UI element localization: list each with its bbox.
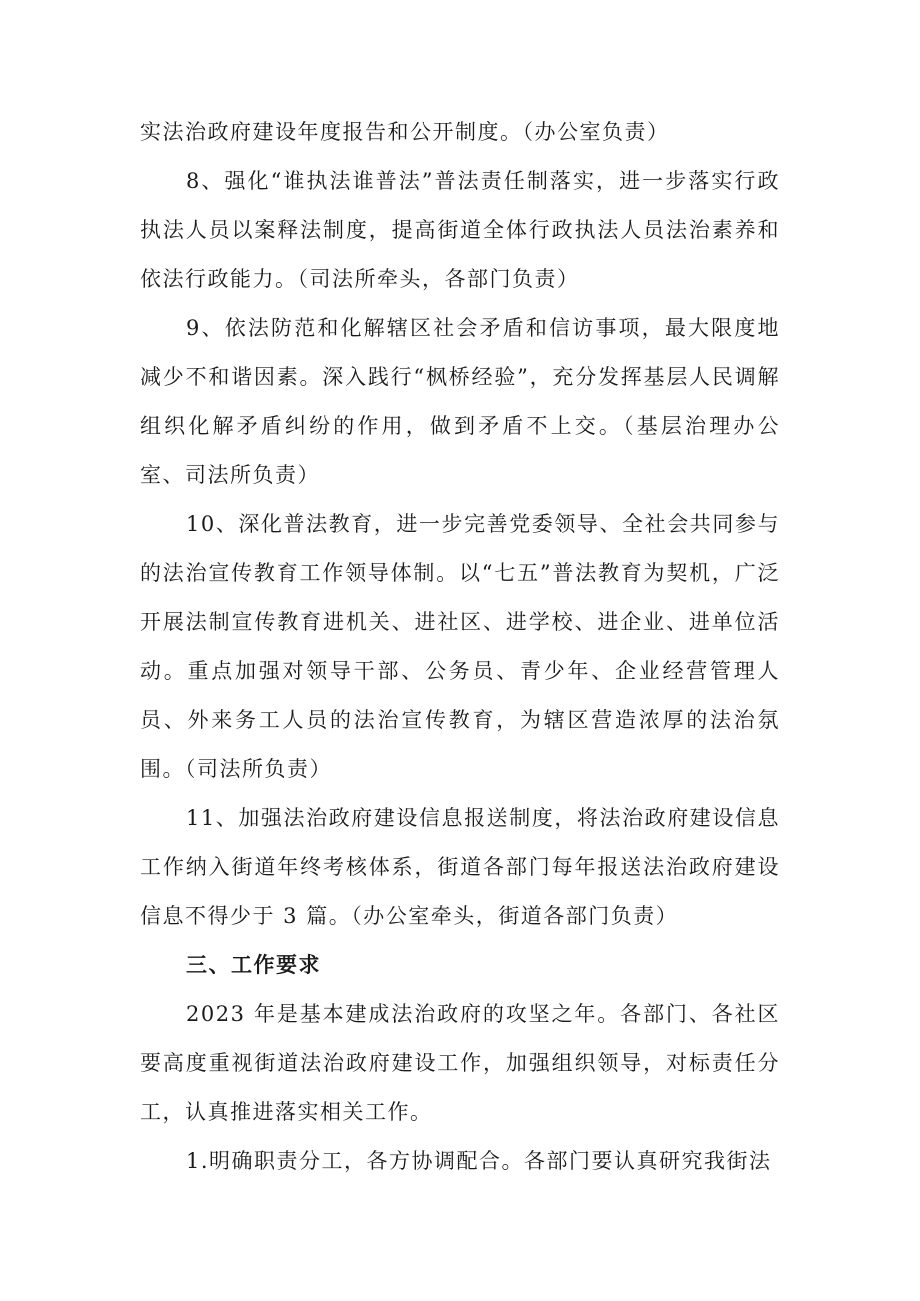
section-heading-work-requirements: 三、工作要求: [186, 953, 321, 977]
paragraph-item-8: 8、强化“谁执法谁普法”普法责任制落实，进一步落实行政执法人员以案释法制度，提高街道全体行政执法人员法治素养和依法行政能力。（司法所牵头，各部门负责）: [140, 169, 780, 291]
paragraph-item-1: 1.明确职责分工，各方协调配合。各部门要认真研究我街法: [186, 1149, 772, 1173]
paragraph-item-11: 11、加强法治政府建设信息报送制度，将法治政府建设信息工作纳入街道年终考核体系，街道各部门每年报送法治政府建设信息不得少于 3 篇。（办公室牵头，街道各部门负责）: [140, 806, 780, 928]
paragraph-item-10: 10、深化普法教育，进一步完善党委领导、全社会共同参与的法治宣传教育工作领导体制。以“七五”普法教育为契机，广泛开展法制宣传教育进机关、进社区、进学校、进企业、进单位活动。重点加强对领导干部、公务员、青少年、企业经营管理人员、外来务工人员的法治宣传教育，为辖区营造浓厚的法治氛围。（司法所负责）: [140, 512, 780, 781]
document-body: [140, 108, 780, 1186]
paragraph-continuation: 实法治政府建设年度报告和公开制度。（办公室负责）: [140, 120, 670, 144]
paragraph-body-2023: 2023 年是基本建成法治政府的攻坚之年。各部门、各社区要高度重视街道法治政府建设工作，加强组织领导，对标责任分工，认真推进落实相关工作。: [140, 1002, 780, 1124]
paragraph-item-9: 9、依法防范和化解辖区社会矛盾和信访事项，最大限度地减少不和谐因素。深入践行“枫桥经验”，充分发挥基层人民调解组织化解矛盾纠纷的作用，做到矛盾不上交。（基层治理办公室、司法所负责）: [140, 316, 780, 487]
